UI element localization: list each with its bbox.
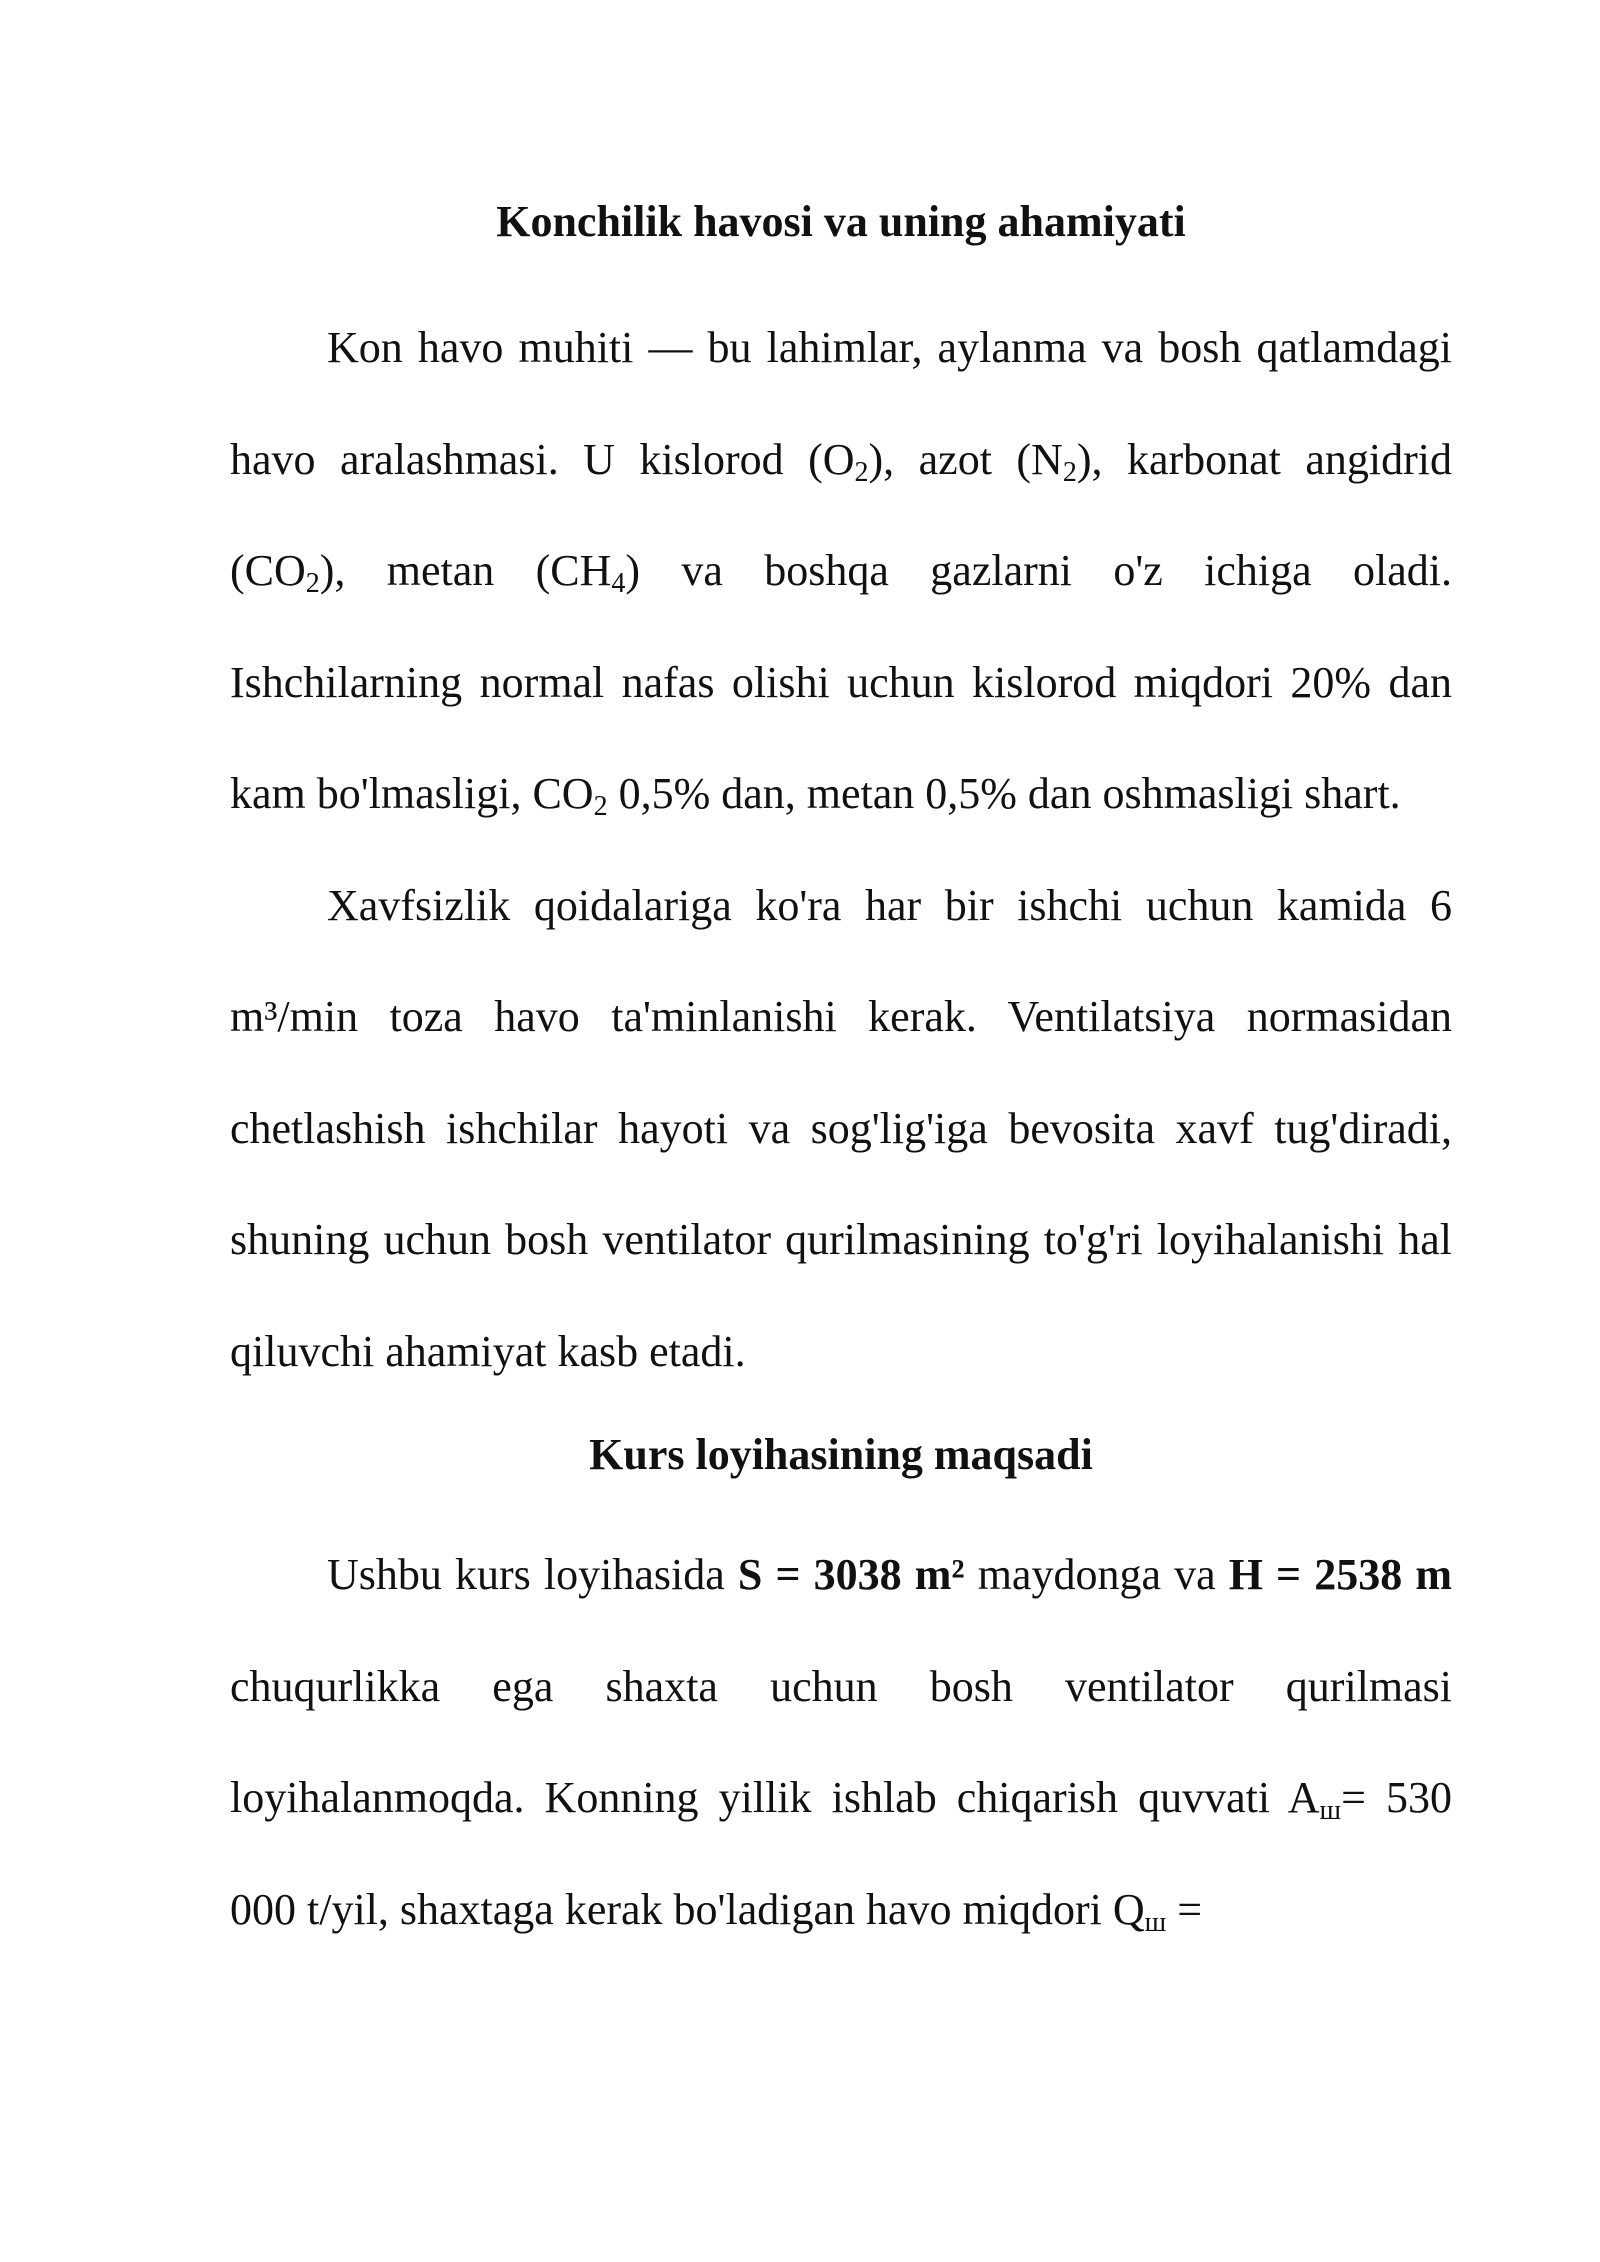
text-run: = 530 000 t/yil, shaxtaga kerak bo'ladigan havo miqdori Q — [230, 1773, 1452, 1934]
subscript: ш — [1144, 1906, 1167, 1938]
subscript: ш — [1319, 1795, 1342, 1826]
paragraph-project-parameters — [230, 1519, 1452, 1965]
text-run: ), azot (N — [868, 434, 1063, 484]
subscript: 2 — [1062, 456, 1077, 488]
section-title-project-goal: Kurs loyihasining maqsadi — [589, 1430, 1093, 1479]
text-run: ), karbonat angidrid (CO — [230, 434, 1452, 595]
text-run: maydonga va — [964, 1550, 1229, 1599]
bold-value-area: S = 3038 m² — [737, 1550, 965, 1599]
text-run: Ushbu kurs loyihasida — [327, 1550, 738, 1599]
paragraph-mine-air-composition — [230, 292, 1452, 850]
subscript: 4 — [611, 568, 626, 599]
subscript: 2 — [305, 568, 320, 599]
subscript: 2 — [593, 791, 608, 822]
text-run: ) va boshqa gazlarni o'z ichiga oladi. Ishchilarning normal nafas olishi uchun kislorod miqdori 20% dan kam bo'lmasligi, CO — [230, 546, 1452, 818]
bold-value-depth: H = 2538 m — [1228, 1550, 1452, 1599]
paragraph-safety-rules: Xavfsizlik qoidalariga ko'ra har bir ishchi uchun kamida 6 m³/min toza havo ta'minlanishi kerak. Ventilatsiya normasidan chetlashish ishchilar hayoti va sog'lig'iga bevosita xavf tug'diradi, shuning uchun bosh ventilator qurilmasining to'g'ri loyihalanishi hal qiluvchi ahamiyat kasb etadi. — [230, 880, 1452, 1376]
text-run: Kon havo muhiti — bu lahimlar, aylanma va bosh qatlamdagi havo aralashmasi. U kislorod (O — [230, 323, 1452, 484]
text-run: = — [1166, 1884, 1203, 1934]
document-content — [230, 180, 1452, 1965]
text-run: ), metan (CH — [319, 546, 612, 595]
subscript: 2 — [854, 456, 869, 488]
section-title-mine-air: Konchilik havosi va uning ahamiyati — [496, 197, 1186, 246]
text-run: chuqurlikka ega shaxta uchun bosh ventilator qurilmasi loyihalanmoqda. Konning yillik ishlab chiqarish quvvati A — [230, 1661, 1452, 1822]
text-run: 0,5% dan, metan 0,5% dan oshmasligi shart. — [607, 769, 1401, 818]
